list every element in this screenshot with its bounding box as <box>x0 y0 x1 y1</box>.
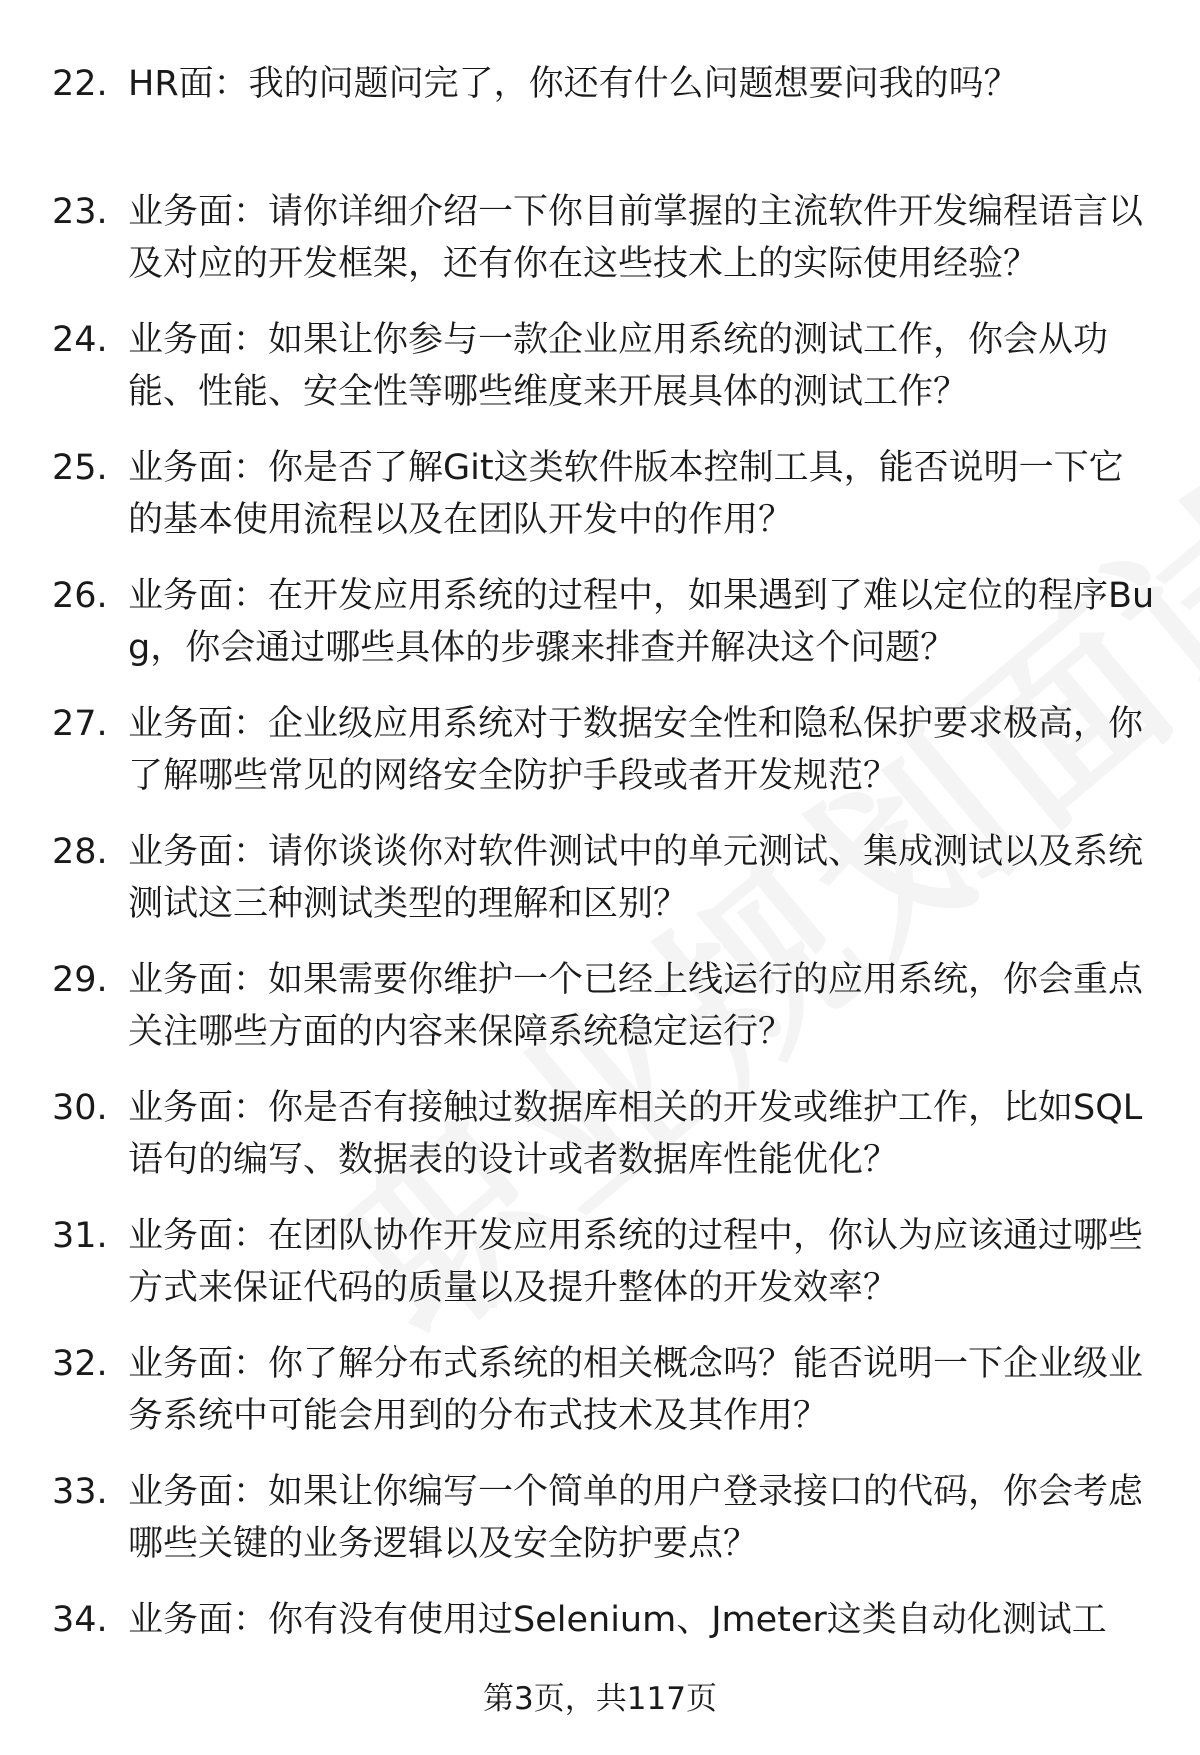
question-number: 30. <box>52 1088 108 1128</box>
question-item <box>0 314 1200 442</box>
question-number: 29. <box>52 960 108 1000</box>
question-text: 业务面：企业级应用系统对于数据安全性和隐私保护要求极高，你了解哪些常见的网络安全防护手段或者开发规范？ <box>128 704 1144 796</box>
question-number: 25. <box>52 448 108 488</box>
question-number: 22. <box>52 64 108 104</box>
question-item <box>0 1082 1200 1210</box>
question-text: 业务面：在开发应用系统的过程中，如果遇到了难以定位的程序Bug，你会通过哪些具体的步骤来排查并解决这个问题？ <box>128 576 1155 668</box>
question-number: 23. <box>52 192 108 232</box>
question-text: 业务面：你是否了解Git这类软件版本控制工具，能否说明一下它的基本使用流程以及在团队开发中的作用？ <box>128 448 1124 540</box>
question-list <box>0 58 1200 1722</box>
question-item <box>0 1210 1200 1338</box>
question-item <box>0 186 1200 314</box>
question-item <box>0 442 1200 570</box>
question-text: 业务面：如果需要你维护一个已经上线运行的应用系统，你会重点关注哪些方面的内容来保障系统稳定运行？ <box>128 960 1144 1052</box>
question-text: 业务面：请你详细介绍一下你目前掌握的主流软件开发编程语言以及对应的开发框架，还有你在这些技术上的实际使用经验？ <box>128 192 1144 284</box>
question-number: 32. <box>52 1344 108 1384</box>
question-item <box>0 954 1200 1082</box>
question-item <box>0 826 1200 954</box>
question-number: 31. <box>52 1216 108 1256</box>
question-number: 26. <box>52 576 108 616</box>
question-text: HR面：我的问题问完了，你还有什么问题想要问我的吗？ <box>128 64 1019 104</box>
question-item <box>0 1466 1200 1594</box>
question-item <box>0 698 1200 826</box>
question-number: 33. <box>52 1472 108 1512</box>
question-number: 24. <box>52 320 108 360</box>
question-text: 业务面：你了解分布式系统的相关概念吗？能否说明一下企业级业务系统中可能会用到的分布式技术及其作用？ <box>128 1344 1144 1436</box>
question-number: 28. <box>52 832 108 872</box>
question-text: 业务面：如果让你编写一个简单的用户登录接口的代码，你会考虑哪些关键的业务逻辑以及安全防护要点？ <box>128 1472 1144 1564</box>
question-item <box>0 570 1200 698</box>
question-item <box>0 58 1200 186</box>
question-number: 27. <box>52 704 108 744</box>
question-text: 业务面：你有没有使用过Selenium、Jmeter这类自动化测试工 <box>128 1600 1107 1640</box>
question-text: 业务面：请你谈谈你对软件测试中的单元测试、集成测试以及系统测试这三种测试类型的理解和区别？ <box>128 832 1144 924</box>
question-number: 34. <box>52 1600 108 1640</box>
question-text: 业务面：在团队协作开发应用系统的过程中，你认为应该通过哪些方式来保证代码的质量以及提升整体的开发效率？ <box>128 1216 1144 1308</box>
question-text: 业务面：如果让你参与一款企业应用系统的测试工作，你会从功能、性能、安全性等哪些维度来开展具体的测试工作？ <box>128 320 1109 412</box>
question-item <box>0 1338 1200 1466</box>
question-text: 业务面：你是否有接触过数据库相关的开发或维护工作，比如SQL语句的编写、数据表的设计或者数据库性能优化？ <box>128 1088 1143 1180</box>
page-footer: 第3页，共117页 <box>483 1681 717 1717</box>
